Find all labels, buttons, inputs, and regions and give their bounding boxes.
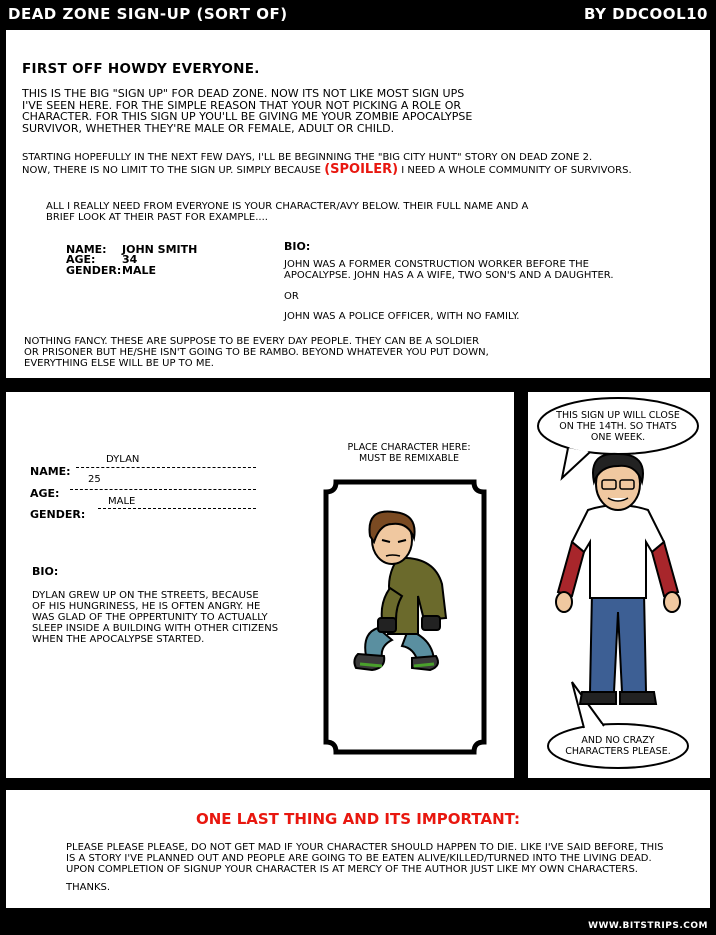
example-or: OR: [284, 291, 299, 302]
example-bio-2: JOHN WAS A POLICE OFFICER, WITH NO FAMILY.: [284, 311, 520, 322]
form-name-label: NAME:: [30, 465, 71, 478]
comic-author: BY DDCOOL10: [583, 5, 708, 23]
narrator-scene: [528, 392, 710, 778]
form-age-label: AGE:: [30, 487, 60, 500]
title-bar: [0, 0, 716, 28]
closing-thanks: THANKS.: [66, 882, 111, 893]
intro-heading: FIRST OFF HOWDY EVERYONE.: [22, 61, 260, 77]
closing-paragraph: PLEASE PLEASE PLEASE, DO NOT GET MAD IF YOUR CHARACTER SHOULD HAPPEN TO DIE. LIKE I'VE SAID BEFORE, THIS IS A STORY I'VE PLANNED OUT AND PEOPLE ARE GOING TO BE EATEN ALIVE/KILLED/TURNED INTO THE LIVING DEAD. UPON COMPLETION OF SIGNUP YOUR CHARACTER IS AT MERCY OF THE AUTHOR JUST LIKE MY OWN CHARACTERS.: [66, 842, 664, 875]
intro-paragraph-4: NOTHING FANCY. THESE ARE SUPPOSE TO BE EVERY DAY PEOPLE. THEY CAN BE A SOLDIER OR PRISONER BUT HE/SHE ISN'T GOING TO BE RAMBO. BEYOND WHATEVER YOU PUT DOWN, EVERYTHING ELSE WILL BE UP TO ME.: [24, 336, 489, 369]
form-name-value: DYLAN: [106, 454, 140, 465]
character-frame: [322, 478, 488, 756]
example-name-label: NAME:: [66, 243, 107, 256]
intro-paragraph-1: THIS IS THE BIG "SIGN UP" FOR DEAD ZONE. NOW ITS NOT LIKE MOST SIGN UPS I'VE SEEN HERE. FOR THE SIMPLE REASON THAT YOUR NOT PICKING A ROLE OR CHARACTER. FOR THIS SIGN UP YOU'LL BE GIVING ME YOUR ZOMBIE APOCALYPSE SURVIVOR, WHETHER THEY'RE MALE OR FEMALE, ADULT OR CHILD.: [22, 87, 473, 135]
closing-heading: ONE LAST THING AND ITS IMPORTANT:: [195, 810, 521, 828]
example-gender-label: GENDER:: [66, 264, 122, 277]
closing-panel: [6, 790, 710, 908]
narrator-panel: [528, 392, 710, 778]
speech-bottom-text: AND NO CRAZY CHARACTERS PLEASE.: [565, 735, 671, 757]
footer-credit: WWW.BITSTRIPS.COM: [588, 921, 708, 931]
form-gender-line: [98, 508, 256, 509]
form-age-line: [70, 489, 256, 490]
example-age-value: 34: [122, 253, 138, 266]
spoiler-tag: (SPOILER): [324, 162, 399, 177]
speech-top-text: THIS SIGN UP WILL CLOSE ON THE 14TH. SO THATS ONE WEEK.: [556, 410, 680, 443]
form-bio-text: DYLAN GREW UP ON THE STREETS, BECAUSE OF HIS HUNGRINESS, HE IS OFTEN ANGRY. HE WAS GLAD OF THE OPPERTUNITY TO ACTUALLY SLEEP INSIDE A BUILDING WITH OTHER CITIZENS WHEN THE APOCALYPSE STARTED.: [32, 590, 279, 645]
intro-paragraph-3: ALL I REALLY NEED FROM EVERYONE IS YOUR CHARACTER/AVY BELOW. THEIR FULL NAME AND A BRIEF LOOK AT THEIR PAST FOR EXAMPLE....: [46, 201, 529, 223]
place-character-hint: PLACE CHARACTER HERE: MUST BE REMIXABLE: [347, 442, 471, 464]
narrator-character: [556, 454, 680, 704]
form-gender-label: GENDER:: [30, 508, 86, 521]
example-age-label: AGE:: [66, 253, 96, 266]
form-bio-label: BIO:: [32, 565, 59, 578]
form-gender-value: MALE: [108, 496, 136, 507]
form-age-value: 25: [88, 474, 101, 485]
form-name-line: [76, 467, 256, 468]
intro-panel: [6, 30, 710, 378]
intro-paragraph-2: STARTING HOPEFULLY IN THE NEXT FEW DAYS, I'LL BE BEGINNING THE "BIG CITY HUNT" STORY ON DEAD ZONE 2. NOW, THERE IS NO LIMIT TO THE SIGN UP. SIMPLY BECAUSE (SPOILER) I NEED A WHOLE COMMUNITY OF SURVIVORS.: [22, 152, 632, 177]
example-bio-1: JOHN WAS A FORMER CONSTRUCTION WORKER BEFORE THE APOCALYPSE. JOHN HAS A A WIFE, TWO SON'S AND A DAUGHTER.: [284, 259, 614, 281]
example-gender-value: MALE: [122, 264, 156, 277]
example-name-value: JOHN SMITH: [122, 243, 198, 256]
comic-title: DEAD ZONE SIGN-UP (SORT OF): [8, 5, 288, 23]
example-bio-label: BIO:: [284, 240, 311, 253]
